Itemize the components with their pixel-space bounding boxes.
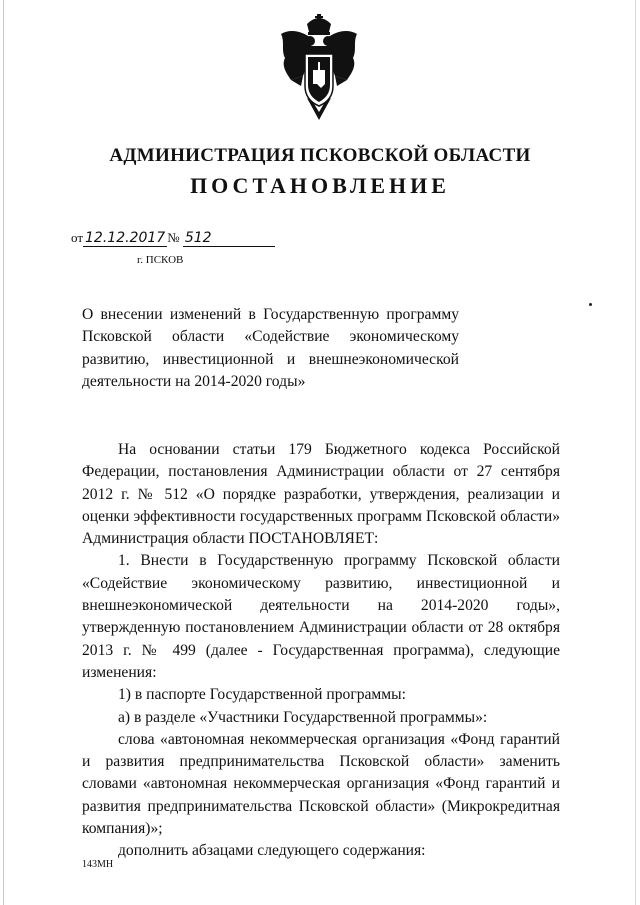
- body-paragraph: а) в разделе «Участники Государственной программы»:: [118, 708, 488, 726]
- scan-edge-left: [3, 0, 4, 905]
- administration-title: АДМИНИСТРАЦИЯ ПСКОВСКОЙ ОБЛАСТИ: [109, 145, 531, 166]
- subject-line: Псковской области «Содействие экономическому: [82, 328, 459, 346]
- body-paragraph: 1. Внести в Государственную программу Псковской области «Содействие экономическому развитию, инвестиционной и внешнеэкономической деятельности на 2014-2020 годы», утвержденную постановлением Администрации области от 28 октября 2013 г. № 499 (далее - Государственная программа), следующие изменения:: [82, 552, 560, 681]
- subject-line: деятельности на 2014-2020 годы»: [82, 372, 306, 390]
- document-subject: [82, 304, 459, 393]
- number-prefix: №: [167, 230, 180, 245]
- date-prefix: от: [71, 230, 84, 245]
- body-paragraph: 1) в паспорте Государственной программы:: [118, 686, 406, 704]
- scan-edge-right: [635, 0, 636, 905]
- document-number: 512: [183, 231, 275, 247]
- body-paragraph: слова «автономная некоммерческая организация «Фонд гарантий и развития предпринимательства Псковской области» заменить словами «автономная некоммерческая организация «Фонд гарантий и развития предпринимательства Псковской области» (Микрокредитная компания)»;: [82, 730, 560, 838]
- pskov-coat-of-arms-icon: [277, 14, 361, 120]
- body-paragraph: На основании статьи 179 Бюджетного кодекса Российской Федерации, постановления Администрации области от 27 сентября 2012 г. № 512 «О порядке разработки, утверждения, реализации и оценки эффективности государственных программ Псковской области» Администрация области ПОСТАНОВЛЯЕТ:: [82, 441, 560, 548]
- document-body: [82, 439, 560, 863]
- scan-dot: [589, 303, 592, 306]
- subject-line: О внесении изменений в Государственную программу: [82, 306, 459, 323]
- date-value: 12.12.2017: [85, 230, 166, 246]
- subject-line: развитию, инвестиционной и внешнеэкономической: [82, 350, 459, 368]
- body-paragraph: дополнить абзацами следующего содержания:: [118, 842, 426, 860]
- footer-code: 143МН: [82, 859, 114, 870]
- date-number-line: [71, 230, 275, 247]
- document-type: ПОСТАНОВЛЕНИЕ: [190, 173, 450, 198]
- city: г. ПСКОВ: [137, 254, 184, 266]
